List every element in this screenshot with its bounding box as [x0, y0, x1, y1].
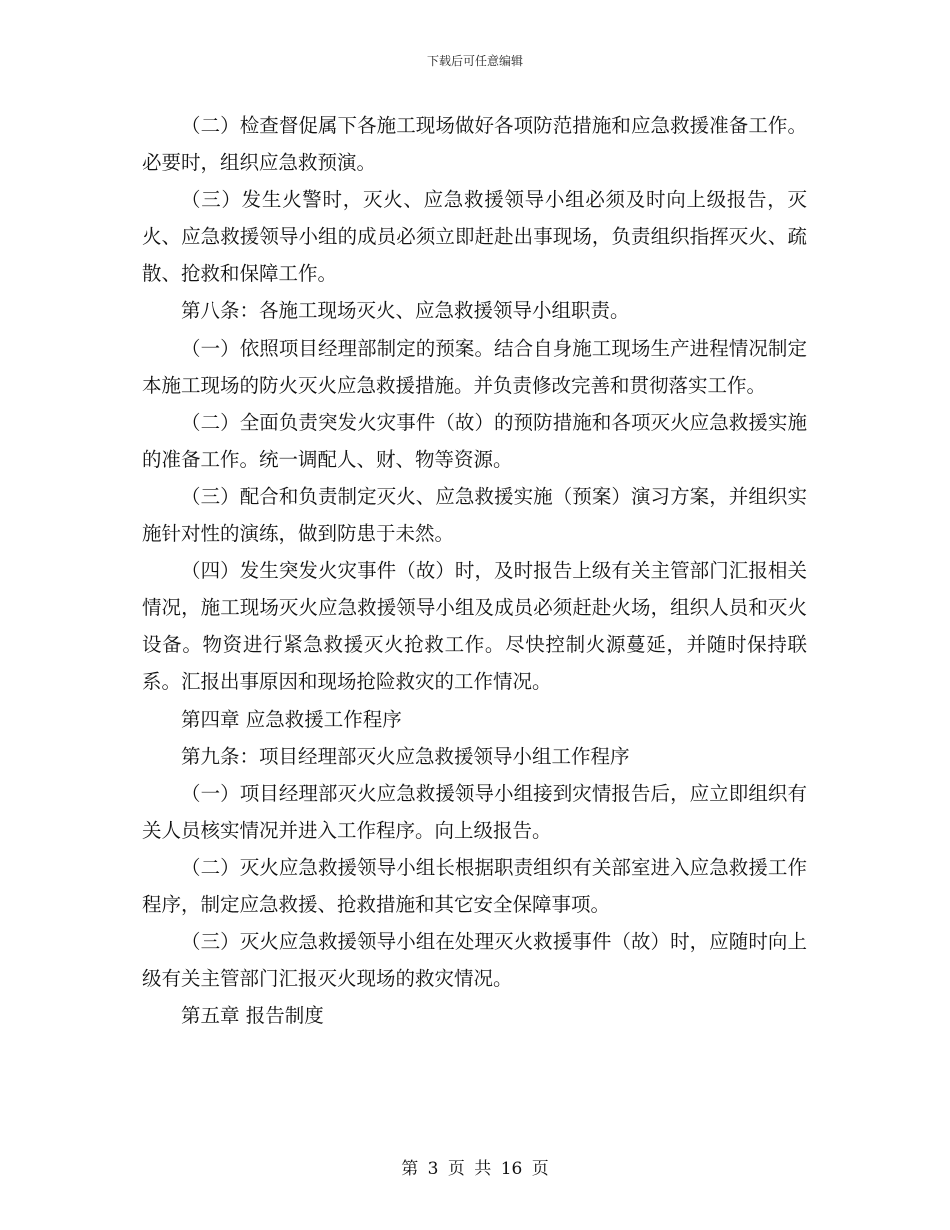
- paragraph: 第八条：各施工现场灭火、应急救援领导小组职责。: [181, 299, 630, 323]
- paragraph: （二）检查督促属下各施工现场做好各项防范措施和应急救援准备工作。必要时，组织应急救预演。: [142, 114, 807, 175]
- paragraph: （二）全面负责突发火灾事件（故）的预防措施和各项灭火应急救援实施的准备工作。统一调配人、财、物等资源。: [142, 410, 807, 471]
- chapter-heading: 第五章 报告制度: [181, 1004, 324, 1028]
- page-header: 下载后可任意编辑: [426, 54, 523, 68]
- paragraph: （三）发生火警时，灭火、应急救援领导小组必须及时向上级报告，灭火、应急救援领导小组的成员必须立即赶赴出事现场，负责组织指挥灭火、疏散、抢救和保障工作。: [142, 188, 807, 286]
- paragraph: （二）灭火应急救援领导小组长根据职责组织有关部室进入应急救援工作程序，制定应急救援、抢救措施和其它安全保障事项。: [142, 855, 807, 916]
- article-heading: 第九条：项目经理部灭火应急救援领导小组工作程序: [181, 744, 630, 768]
- page-number: 第 3 页 共 16 页: [401, 1159, 549, 1179]
- paragraph: （一）依照项目经理部制定的预案。结合自身施工现场生产进程情况制定本施工现场的防火灭火应急救援措施。并负责修改完善和贯彻落实工作。: [142, 336, 807, 397]
- document-body: [142, 107, 807, 1034]
- paragraph: （三）配合和负责制定灭火、应急救援实施（预案）演习方案，并组织实施针对性的演练，做到防患于未然。: [142, 484, 807, 546]
- paragraph: （三）灭火应急救援领导小组在处理灭火救援事件（故）时，应随时向上级有关主管部门汇报灭火现场的救灾情况。: [142, 930, 807, 991]
- paragraph: （四）发生突发火灾事件（故）时，及时报告上级有关主管部门汇报相关情况，施工现场灭火应急救援领导小组及成员必须赶赴火场，组织人员和灭火设备。物资进行紧急救援灭火抢救工作。尽快控制火源蔓延，并随时保持联系。汇报出事原因和现场抢险救灾的工作情况。: [142, 559, 807, 694]
- chapter-heading: 第四章 应急救援工作程序: [181, 707, 402, 731]
- paragraph: （一）项目经理部灭火应急救援领导小组接到灾情报告后，应立即组织有关人员核实情况并进入工作程序。向上级报告。: [142, 781, 807, 842]
